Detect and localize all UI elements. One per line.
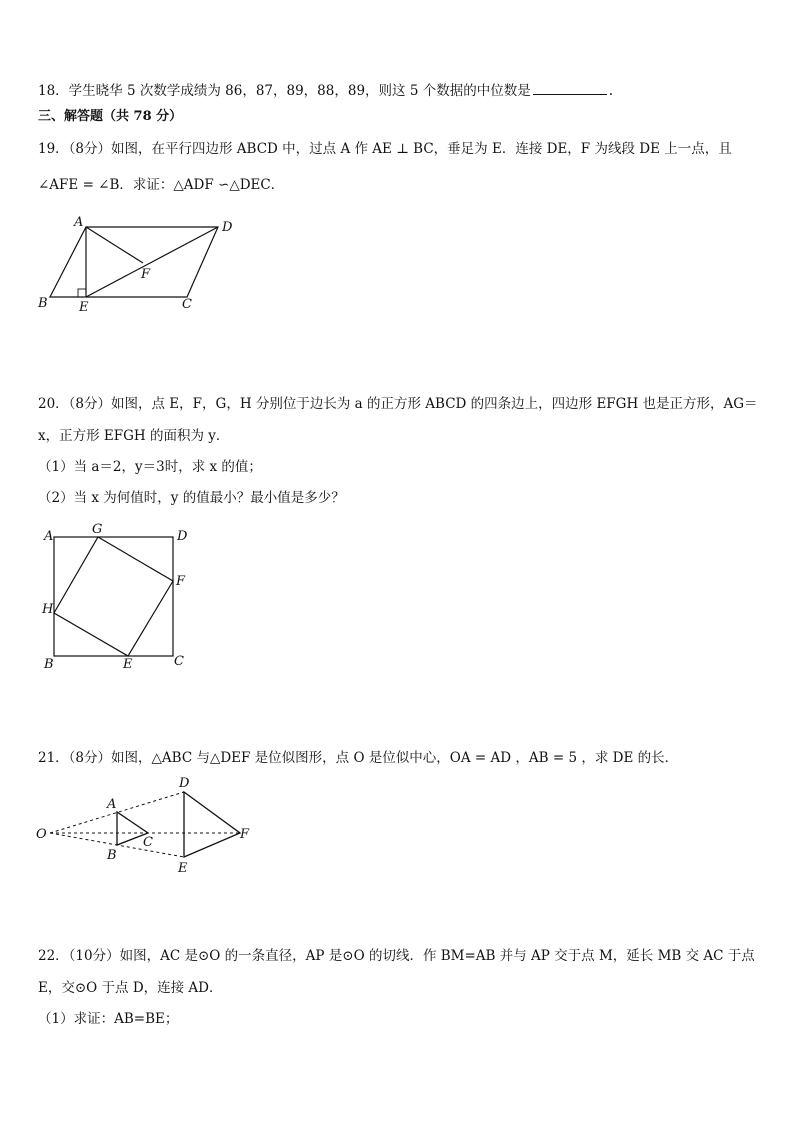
q19-label-a: A — [74, 215, 84, 230]
q18-question: 18．学生晓华 5 次数学成绩为 86，87，89，88，89，则这 5 个数据的中位数是 — [38, 83, 531, 99]
q20-line2: x，正方形 EFGH 的面积为 y． — [38, 428, 230, 444]
q21-line1: 21．（8分）如图，△ABC 与△DEF 是位似图形，点 O 是位似中心，OA = AD ，AB = 5 ，求 DE 的长． — [38, 750, 679, 766]
q20-label-c: C — [174, 654, 184, 669]
q21-label-o: O — [36, 827, 47, 842]
q21-label-e: E — [178, 861, 188, 876]
q18-period: . — [608, 83, 613, 99]
q22-line2: E，交⊙O 于点 D，连接 AD． — [38, 980, 223, 996]
q20-label-a: A — [44, 529, 54, 544]
triangle-def — [184, 792, 240, 857]
q22-line1: 22．（10分）如图，AC 是⊙O 的一条直径，AP 是⊙O 的切线．作 BM=AB 并与 AP 交于点 M，延长 MB 交 AC 于点 — [38, 948, 755, 964]
q20-label-f: F — [176, 574, 186, 589]
q21-label-b: B — [107, 848, 117, 863]
q20-label-h: H — [42, 602, 54, 617]
q19-line2: ∠AFE = ∠B．求证：△ADF ∽△DEC． — [38, 177, 285, 193]
q20-label-e: E — [123, 657, 133, 672]
q19-label-f: F — [141, 267, 151, 282]
q22-part1: （1）求证：AB=BE； — [38, 1011, 179, 1027]
q19-label-c: C — [182, 297, 192, 312]
q19-label-b: B — [38, 296, 48, 311]
q21-label-f: F — [240, 827, 250, 842]
q20-label-b: B — [44, 657, 54, 672]
q19-label-d: D — [222, 220, 233, 235]
q20-part2: （2）当 x 为何值时，y 的值最小？最小值是多少？ — [38, 490, 345, 506]
q20-part1: （1）当 a＝2，y＝3时，求 x 的值； — [38, 459, 262, 475]
q21-label-a: A — [107, 797, 117, 812]
section-heading: 三、解答题（共 78 分） — [38, 109, 183, 124]
q20-label-d: D — [177, 529, 188, 544]
q20-label-g: G — [92, 522, 103, 537]
q20-line1: 20．（8分）如图，点 E，F，G，H 分别位于边长为 a 的正方形 ABCD 的四条边上，四边形 EFGH 也是正方形，AG＝ — [38, 396, 758, 412]
q19-line1: 19．（8分）如图，在平行四边形 ABCD 中，过点 A 作 AE ⊥ BC，垂足为 E．连接 DE，F 为线段 DE 上一点，且 — [38, 141, 732, 157]
q21-label-d: D — [179, 776, 190, 791]
q19-label-e: E — [79, 300, 89, 315]
q21-label-c: C — [143, 835, 153, 850]
